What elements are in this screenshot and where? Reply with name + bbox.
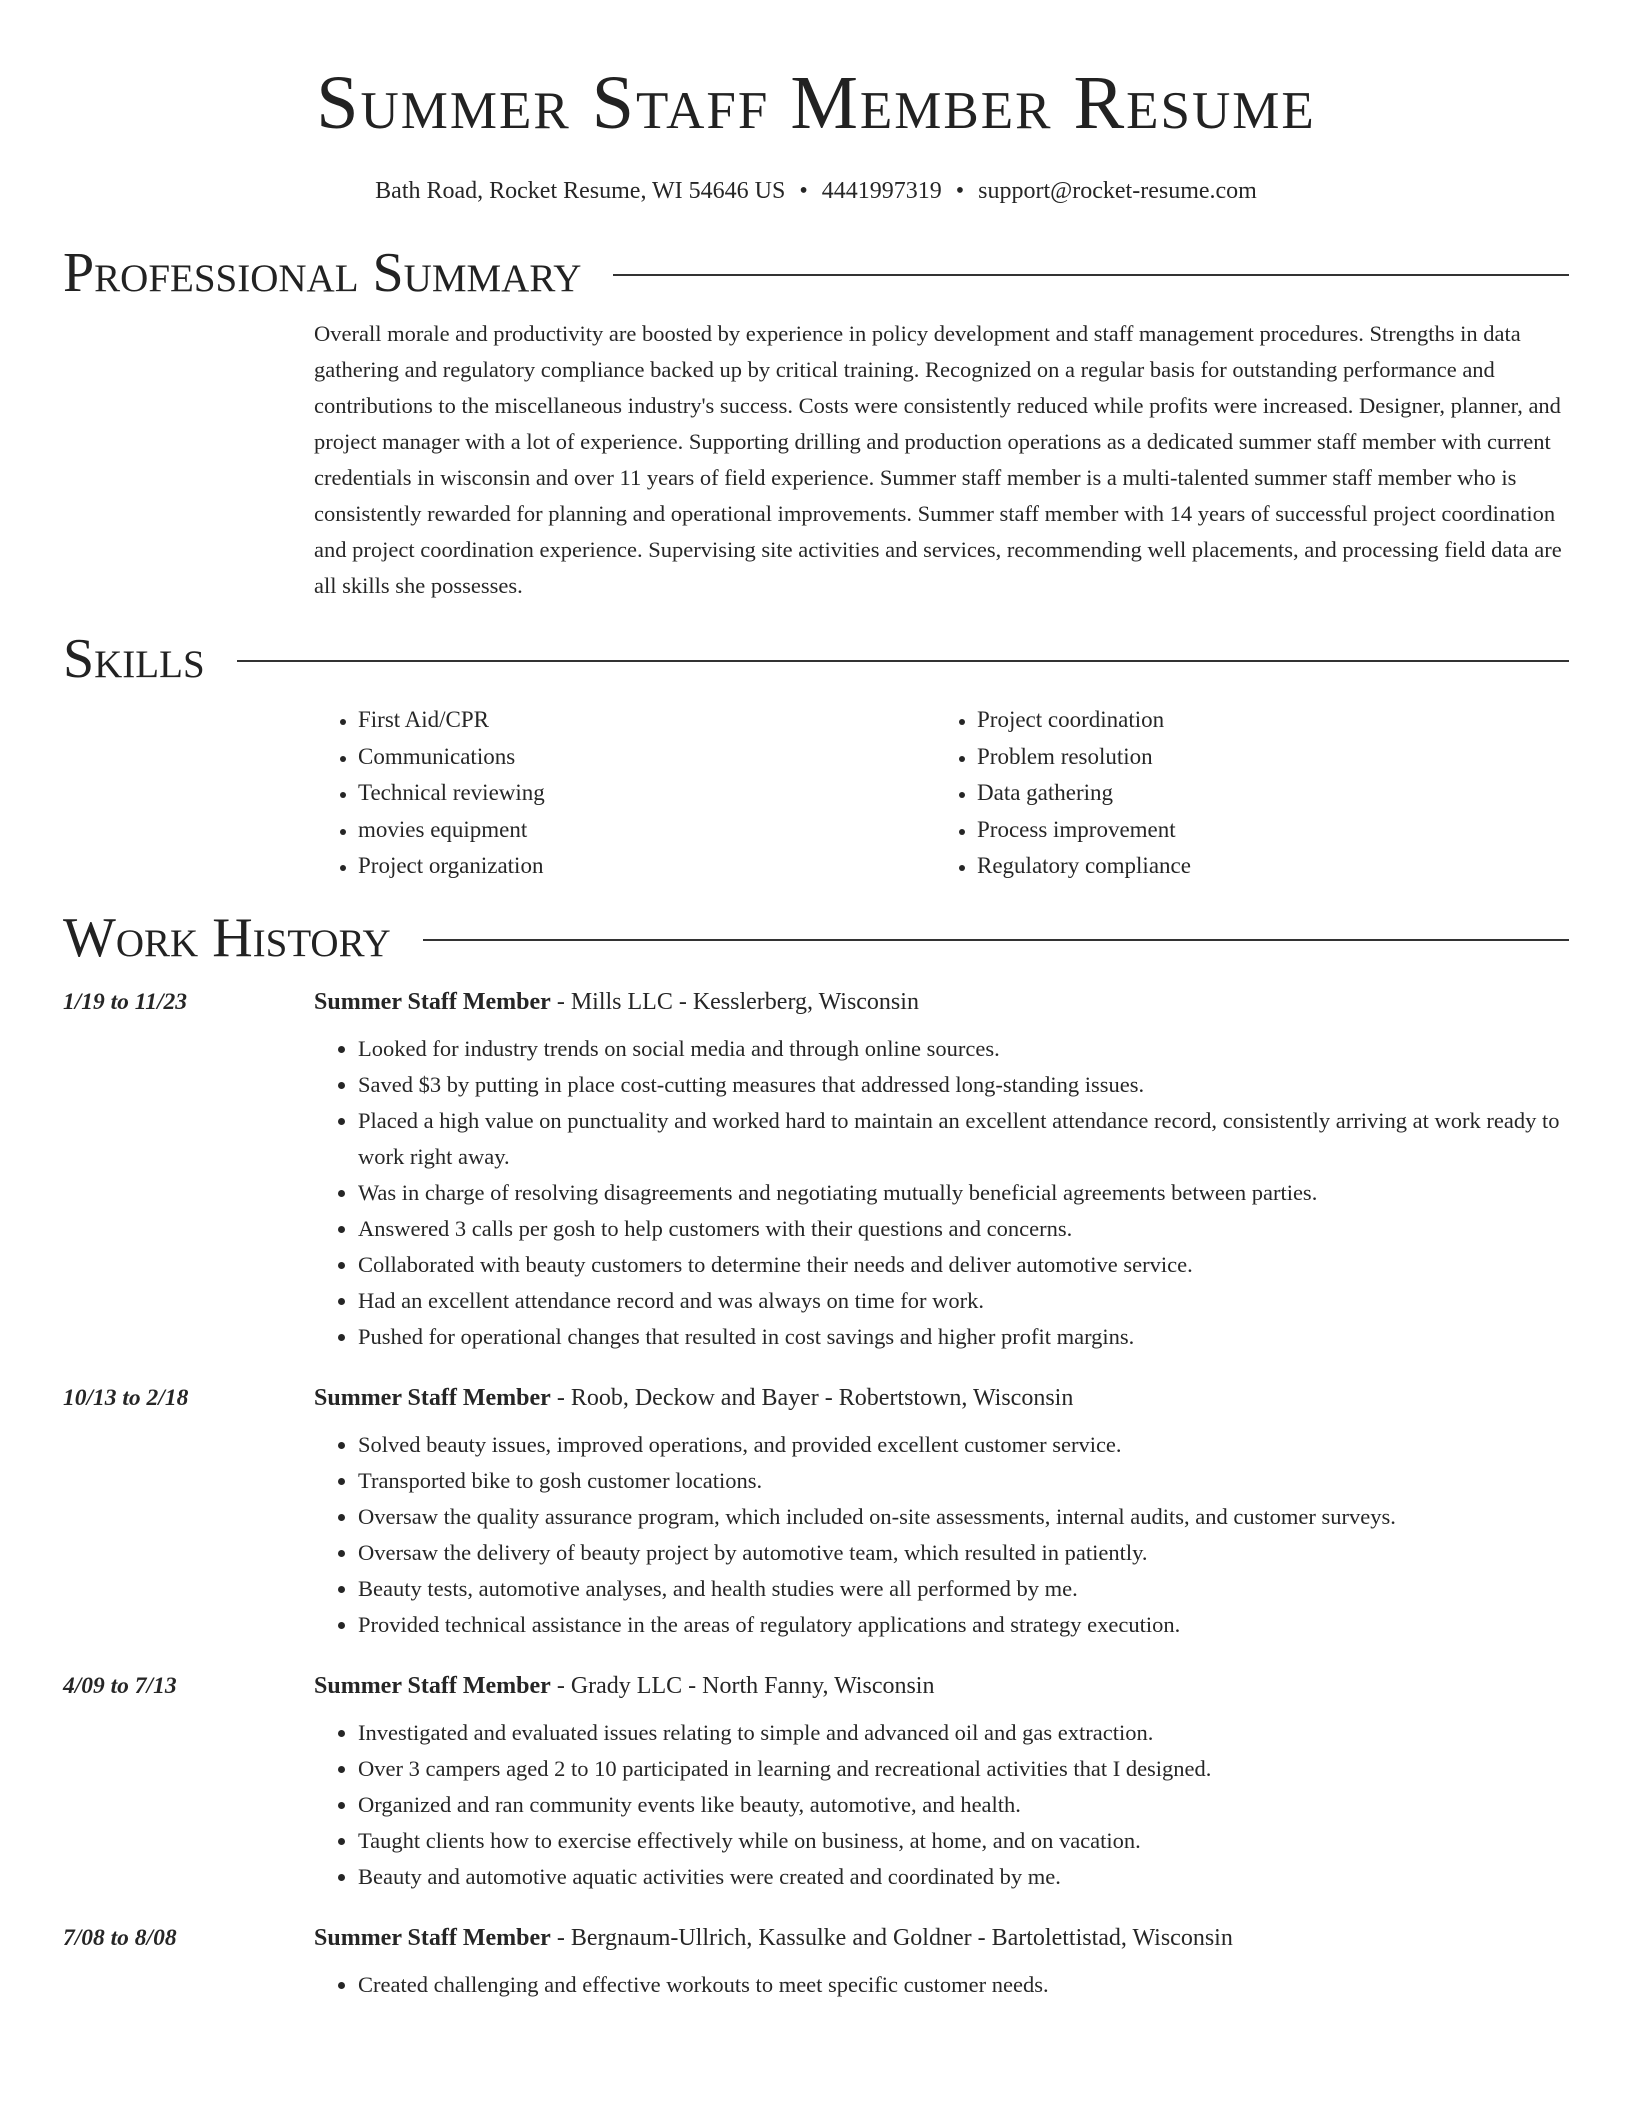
job-details (314, 1921, 1569, 2003)
skills-column-right (933, 702, 1552, 885)
job-bullet: • Pushed for operational changes that resulted in cost savings and higher profit margins. (358, 1319, 1569, 1355)
job-title-line (314, 1381, 1569, 1415)
job-bullet: • Provided technical assistance in the areas of regulatory applications and strategy execution. (358, 1607, 1569, 1643)
work-section-header (63, 905, 1569, 971)
contact-email[interactable]: support@rocket-resume.com (978, 178, 1257, 204)
job-employer: - Mills LLC - Kesslerberg, Wisconsin (550, 988, 919, 1015)
job-bullet: • Oversaw the quality assurance program, which included on-site assessments, internal audits, and customer surveys. (358, 1499, 1569, 1535)
job-bullet: • Investigated and evaluated issues relating to simple and advanced oil and gas extraction. (358, 1715, 1569, 1751)
job-bullet: • Beauty tests, automotive analyses, and health studies were all performed by me. (358, 1571, 1569, 1607)
skill-item: • Project organization (358, 848, 933, 885)
skill-item: • First Aid/CPR (358, 702, 933, 739)
summary-heading: Professional Summary (63, 242, 582, 304)
skills-list (314, 702, 1569, 885)
job-entry (63, 985, 1569, 1355)
job-dates: 7/08 to 8/08 (63, 1924, 177, 1951)
summary-section-header (63, 240, 1569, 306)
job-bullet: • Beauty and automotive aquatic activities were created and coordinated by me. (358, 1859, 1569, 1895)
job-bullets (314, 1967, 1569, 2003)
job-bullet: • Taught clients how to exercise effectively while on business, at home, and on vacation. (358, 1823, 1569, 1859)
job-bullets (314, 1427, 1569, 1643)
job-bullet: • Placed a high value on punctuality and worked hard to maintain an excellent attendance record, consistently arriving at work ready to work right away. (358, 1103, 1569, 1175)
job-bullet: • Organized and ran community events like beauty, automotive, and health. (358, 1787, 1569, 1823)
section-divider (613, 274, 1569, 276)
job-title: Summer Staff Member (314, 1384, 551, 1411)
skill-item: • Process improvement (977, 812, 1552, 849)
job-entry (63, 1381, 1569, 1643)
job-details (314, 1669, 1569, 1895)
job-title: Summer Staff Member (314, 988, 551, 1015)
resume-title: Summer Staff Member Resume (316, 61, 1316, 145)
skill-item: • Data gathering (977, 775, 1552, 812)
job-title-line (314, 985, 1569, 1019)
job-bullets (314, 1715, 1569, 1895)
skill-item: • Project coordination (977, 702, 1552, 739)
job-employer: - Grady LLC - North Fanny, Wisconsin (550, 1672, 935, 1699)
separator-dot: • (799, 178, 808, 204)
job-bullet: • Answered 3 calls per gosh to help customers with their questions and concerns. (358, 1211, 1569, 1247)
skills-heading: Skills (63, 628, 205, 690)
job-bullet: • Saved $3 by putting in place cost-cutting measures that addressed long-standing issues. (358, 1067, 1569, 1103)
skill-item: • Technical reviewing (358, 775, 933, 812)
job-bullet: • Over 3 campers aged 2 to 10 participated in learning and recreational activities that I designed. (358, 1751, 1569, 1787)
job-dates: 10/13 to 2/18 (63, 1384, 189, 1411)
contact-line (63, 176, 1569, 206)
skills-section-header (63, 626, 1569, 692)
contact-phone: 4441997319 (821, 178, 942, 204)
job-bullets (314, 1031, 1569, 1355)
section-divider (423, 939, 1569, 941)
job-title-line (314, 1921, 1569, 1955)
summary-text: Overall morale and productivity are boosted by experience in policy development and staff management procedures. Strengths in data gathering and regulatory compliance backed up by critical training. Recognized on a regular basis for outstanding performance and contributions to the miscellaneous industry's success. Costs were consistently reduced while profits were increased. Designer, planner, and project manager with a lot of experience. Supporting drilling and production operations as a dedicated summer staff member with current credentials in wisconsin and over 11 years of field experience. Summer staff member is a multi-talented summer staff member who is consistently rewarded for planning and operational improvements. Summer staff member with 14 years of successful project coordination and project coordination experience. Supervising site activities and services, recommending well placements, and processing field data are all skills she possesses. (314, 321, 1562, 598)
job-employer: - Bergnaum-Ullrich, Kassulke and Goldner - Bartolettistad, Wisconsin (550, 1924, 1233, 1951)
job-details (314, 1381, 1569, 1643)
job-employer: - Roob, Deckow and Bayer - Robertstown, Wisconsin (550, 1384, 1074, 1411)
job-entry (63, 1669, 1569, 1895)
job-bullet: • Looked for industry trends on social media and through online sources. (358, 1031, 1569, 1067)
job-bullet: • Solved beauty issues, improved operations, and provided excellent customer service. (358, 1427, 1569, 1463)
job-dates: 1/19 to 11/23 (63, 988, 188, 1015)
job-bullet: • Collaborated with beauty customers to determine their needs and deliver automotive service. (358, 1247, 1569, 1283)
job-bullet: • Had an excellent attendance record and was always on time for work. (358, 1283, 1569, 1319)
skill-item: • movies equipment (358, 812, 933, 849)
separator-dot: • (955, 178, 965, 204)
contact-address: Bath Road, Rocket Resume, WI 54646 US (375, 178, 786, 204)
job-bullet: • Oversaw the delivery of beauty project by automotive team, which resulted in patiently. (358, 1535, 1569, 1571)
job-dates: 4/09 to 7/13 (63, 1672, 177, 1699)
job-details (314, 985, 1569, 1355)
skill-item: • Communications (358, 739, 933, 776)
job-entry (63, 1921, 1569, 2003)
job-bullet: • Created challenging and effective workouts to meet specific customer needs. (358, 1967, 1569, 2003)
job-title: Summer Staff Member (314, 1672, 551, 1699)
section-divider (237, 660, 1569, 662)
job-bullet: • Was in charge of resolving disagreements and negotiating mutually beneficial agreements between parties. (358, 1175, 1569, 1211)
skills-column-left (314, 702, 933, 885)
job-title-line (314, 1669, 1569, 1703)
work-heading: Work History (63, 906, 391, 969)
job-title: Summer Staff Member (314, 1924, 551, 1951)
skill-item: • Problem resolution (977, 739, 1552, 776)
skill-item: • Regulatory compliance (977, 848, 1552, 885)
job-bullet: • Transported bike to gosh customer locations. (358, 1463, 1569, 1499)
